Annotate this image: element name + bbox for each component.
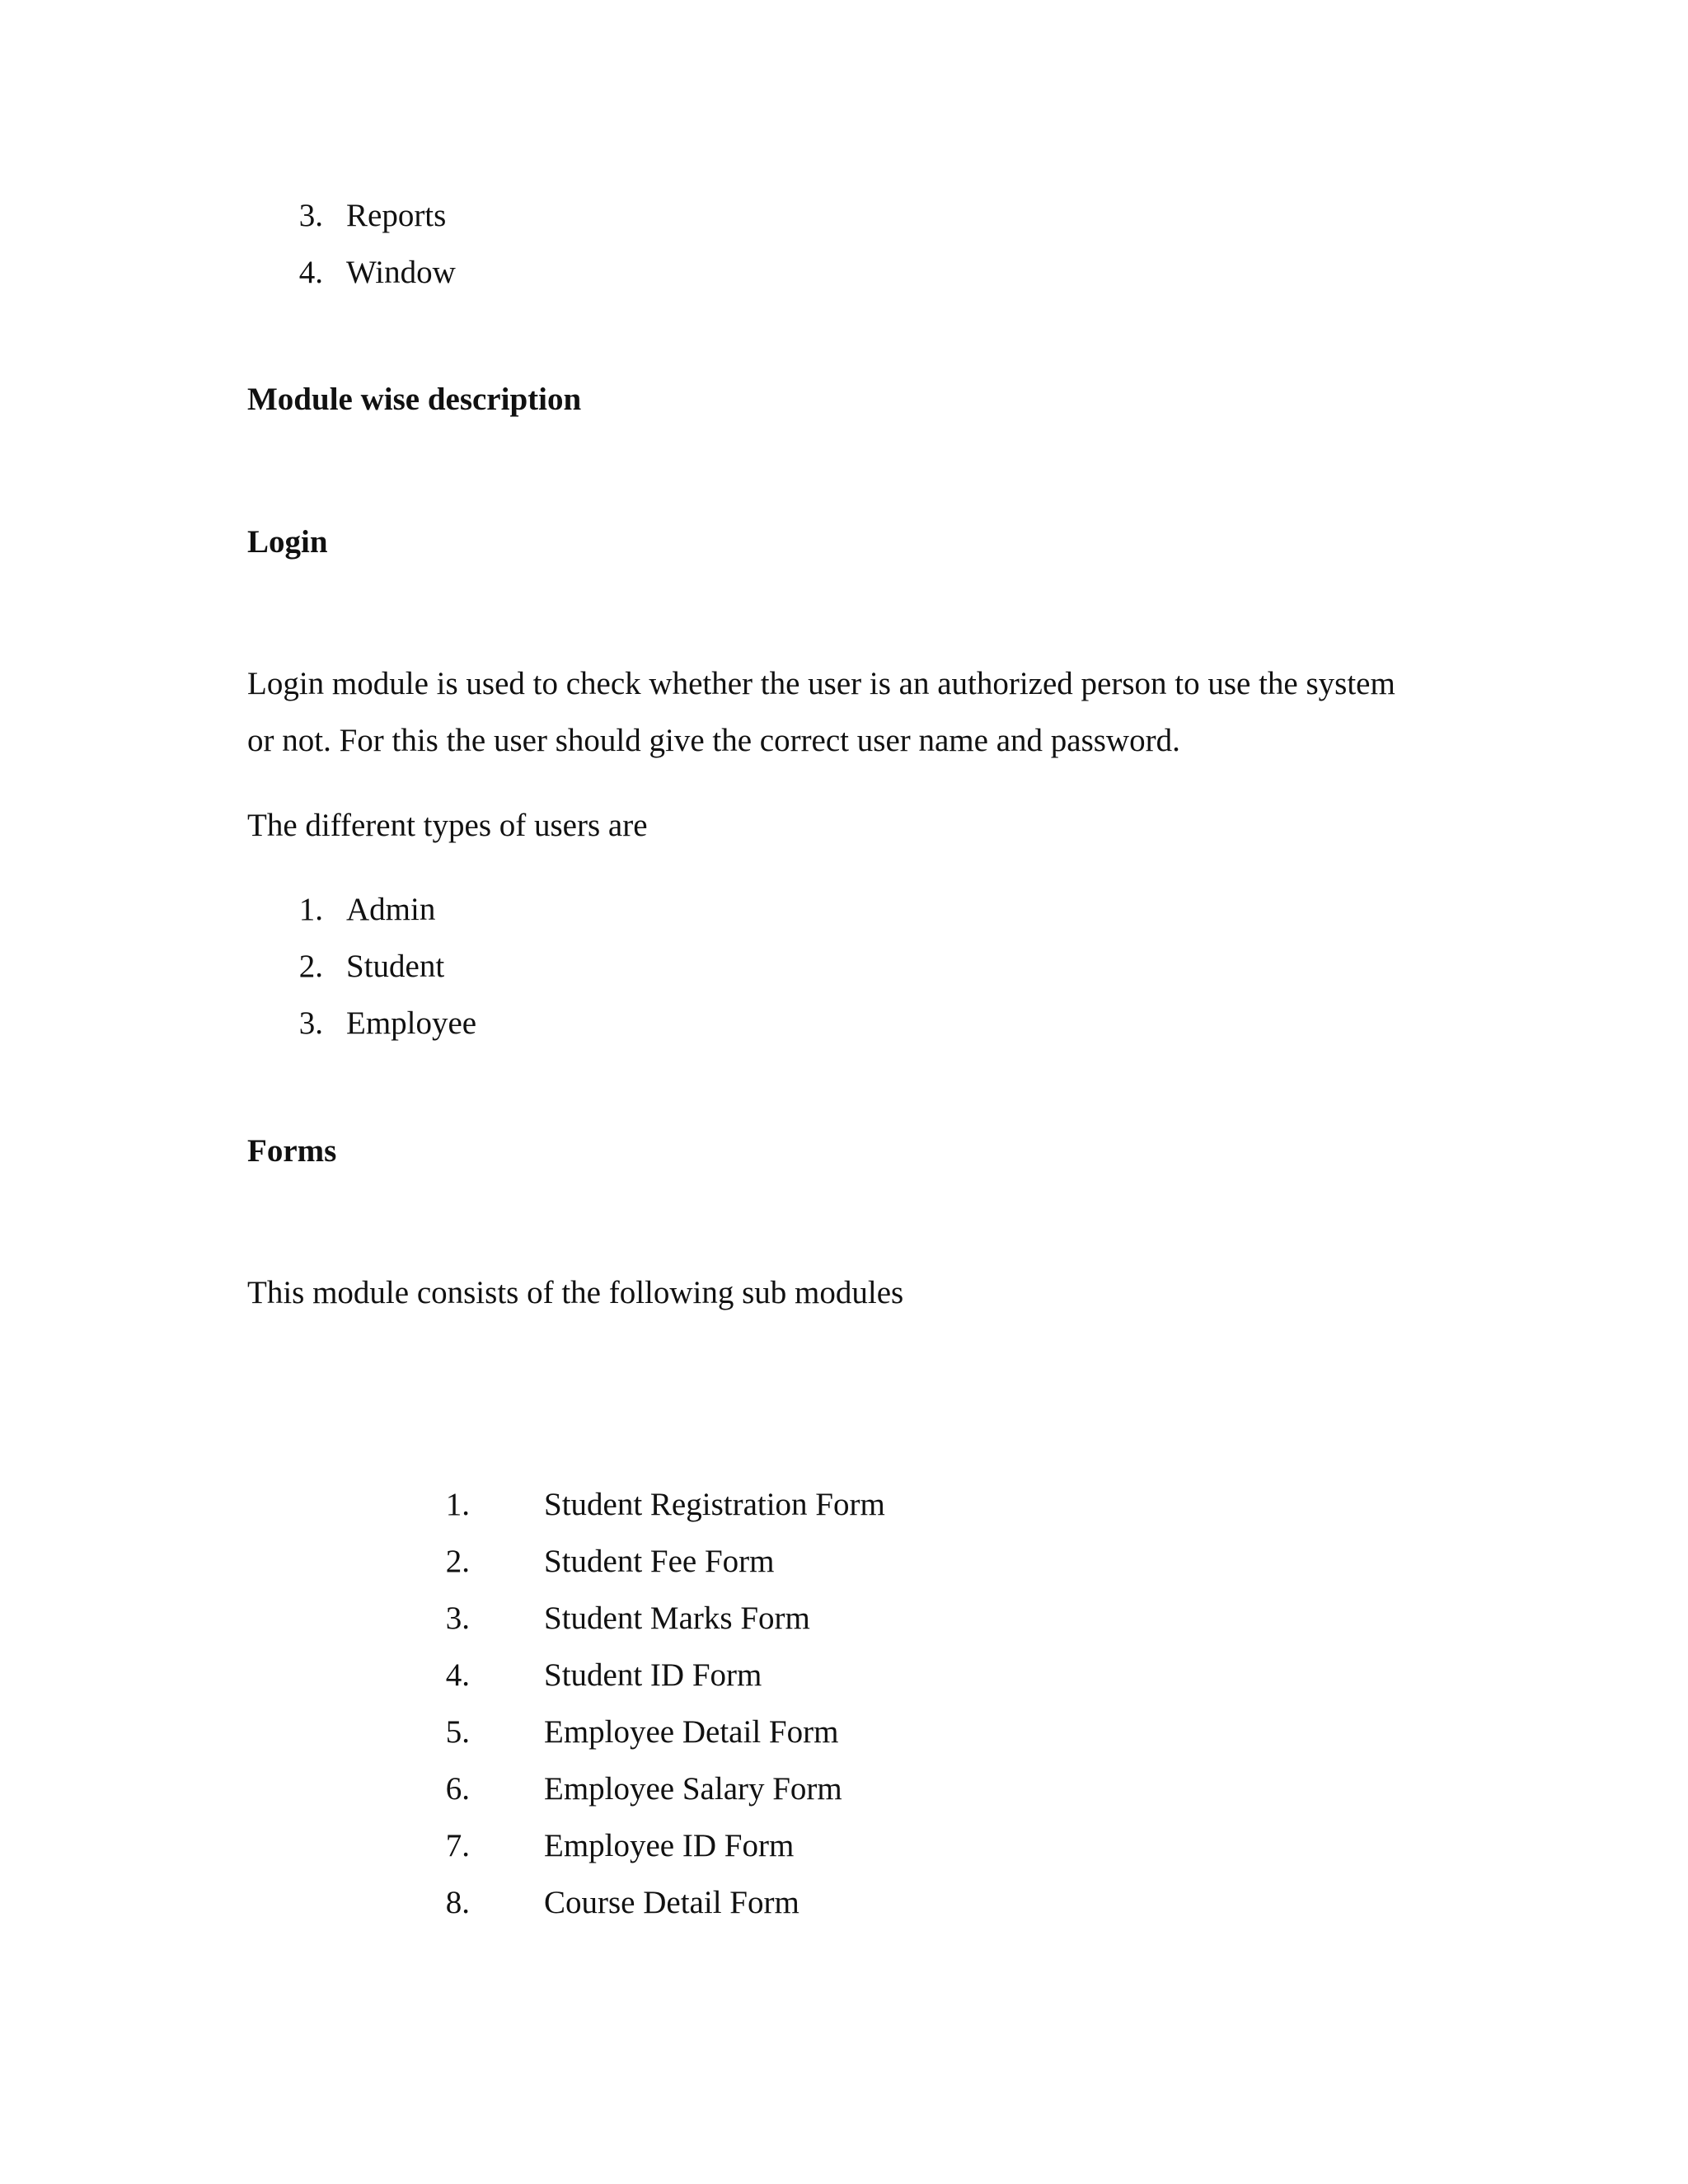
forms-list-number: 6. [445,1771,470,1807]
forms-list-item: Employee ID Form [544,1828,795,1863]
user-list-number: 3. [298,1005,323,1041]
user-list-item: Student [346,949,445,984]
user-list-item: Admin [346,892,436,927]
forms-list-number: 1. [445,1487,470,1522]
forms-heading: Forms [247,1133,337,1169]
forms-intro: This module consists of the following sub modules [247,1275,904,1310]
user-list-number: 1. [298,892,323,927]
login-paragraph-line-2: or not. For this the user should give the correct user name and password. [247,723,1180,758]
forms-list-number: 3. [445,1601,470,1636]
forms-list-number: 8. [445,1885,470,1920]
user-list-item: Employee [346,1005,477,1041]
top-list-number: 4. [298,255,323,290]
forms-list-number: 2. [445,1544,470,1579]
forms-list-number: 5. [445,1714,470,1750]
login-heading: Login [247,524,328,560]
module-heading: Module wise description [247,382,582,417]
login-paragraph-line-1: Login module is used to check whether the user is an authorized person to use the system [247,666,1395,701]
forms-list-item: Student Registration Form [544,1487,885,1522]
forms-list-number: 4. [445,1657,470,1693]
forms-list-item: Course Detail Form [544,1885,799,1920]
users-intro: The different types of users are [247,808,648,843]
forms-list-item: Student ID Form [544,1657,762,1693]
top-list-number: 3. [298,198,323,233]
forms-list-item: Employee Salary Form [544,1771,842,1807]
user-list-number: 2. [298,949,323,984]
forms-list-item: Employee Detail Form [544,1714,839,1750]
forms-list-item: Student Marks Form [544,1601,810,1636]
forms-list-number: 7. [445,1828,470,1863]
top-list-item: Window [346,255,456,290]
top-list-item: Reports [346,198,447,233]
forms-list-item: Student Fee Form [544,1544,775,1579]
